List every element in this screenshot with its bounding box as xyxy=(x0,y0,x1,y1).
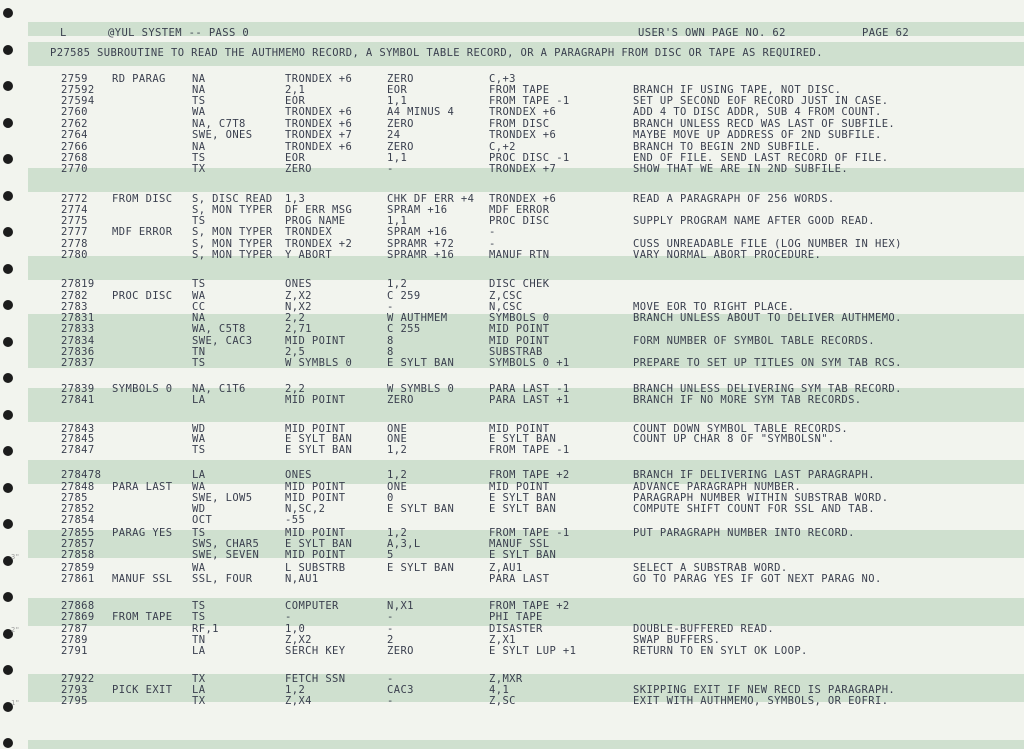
row-operand-3: E SYLT BAN xyxy=(489,503,557,515)
row-address: SERCH KEY xyxy=(285,645,346,657)
row-operand-2: SPRAMR +72 xyxy=(387,238,455,250)
row-operand-3: MID POINT xyxy=(489,323,550,335)
row-comment: SHOW THAT WE ARE IN 2ND SUBFILE. xyxy=(633,163,849,175)
row-operand-3: PROC DISC -1 xyxy=(489,152,570,164)
row-operand-3: SYMBOLS 0 +1 xyxy=(489,357,570,369)
row-operand-3: N,CSC xyxy=(489,301,523,313)
feed-hole xyxy=(3,410,13,420)
row-operand-2: 1,1 xyxy=(387,95,408,107)
row-operand-3: - xyxy=(489,238,496,250)
row-operand-2: C 255 xyxy=(387,323,421,335)
feed-hole xyxy=(3,483,13,493)
greenbar-band xyxy=(28,740,1024,749)
row-comment: PARAGRAPH NUMBER WITHIN SUBSTRAB WORD. xyxy=(633,492,889,504)
row-operand-3: MDF ERROR xyxy=(489,204,550,216)
row-location: 2770 xyxy=(61,163,88,175)
row-operand-3: FROM TAPE xyxy=(489,84,550,96)
feed-hole xyxy=(3,446,13,456)
row-operand-2: W AUTHMEM xyxy=(387,312,448,324)
row-opcode: TX xyxy=(192,673,206,685)
row-opcode: OCT xyxy=(192,514,213,526)
row-comment: FORM NUMBER OF SYMBOL TABLE RECORDS. xyxy=(633,335,875,347)
row-operand-2: 1,2 xyxy=(387,444,408,456)
row-location: 27833 xyxy=(61,323,95,335)
row-opcode: TN xyxy=(192,346,206,358)
row-address: - xyxy=(285,611,292,623)
row-location: 27858 xyxy=(61,549,95,561)
feed-hole xyxy=(3,45,13,55)
row-address: TRONDEX +6 xyxy=(285,141,353,153)
row-address: Z,X2 xyxy=(285,634,312,646)
row-location: 27837 xyxy=(61,357,95,369)
row-opcode: NA, C7T8 xyxy=(192,118,246,130)
feed-hole xyxy=(3,592,13,602)
row-address: PROG NAME xyxy=(285,215,346,227)
row-address: E SYLT BAN xyxy=(285,433,353,445)
row-opcode: SWE, LOW5 xyxy=(192,492,253,504)
row-location: 27836 xyxy=(61,346,95,358)
row-location: 2766 xyxy=(61,141,88,153)
row-comment: BRANCH UNLESS DELIVERING SYM TAB RECORD. xyxy=(633,383,902,395)
row-operand-2: 1,1 xyxy=(387,215,408,227)
row-operand-3: Z,X1 xyxy=(489,634,516,646)
feed-hole xyxy=(3,519,13,529)
row-opcode: CC xyxy=(192,301,206,313)
row-location: 2795 xyxy=(61,695,88,707)
row-opcode: WA xyxy=(192,562,206,574)
row-location: 27831 xyxy=(61,312,95,324)
row-opcode: RF,1 xyxy=(192,623,219,635)
row-operand-2: 1,2 xyxy=(387,527,408,539)
row-opcode: TS xyxy=(192,611,206,623)
row-address: MID POINT xyxy=(285,423,346,435)
feed-hole xyxy=(3,154,13,164)
row-location: 2764 xyxy=(61,129,88,141)
row-operand-3: C,+2 xyxy=(489,141,516,153)
row-address: Z,X2 xyxy=(285,290,312,302)
row-location: 27869 xyxy=(61,611,95,623)
row-address: 2,1 xyxy=(285,84,306,96)
row-opcode: TS xyxy=(192,444,206,456)
row-location: 27843 xyxy=(61,423,95,435)
row-operand-2: ONE xyxy=(387,481,408,493)
tractor-feed-holes xyxy=(0,0,20,749)
feed-hole xyxy=(3,373,13,383)
feed-hole xyxy=(3,665,13,675)
header-page: PAGE 62 xyxy=(862,27,910,39)
row-comment: BRANCH UNLESS RECD WAS LAST OF SUBFILE. xyxy=(633,118,896,130)
row-operand-3: Z,MXR xyxy=(489,673,523,685)
row-operand-2: E SYLT BAN xyxy=(387,503,455,515)
row-operand-2: - xyxy=(387,163,394,175)
feed-hole xyxy=(3,118,13,128)
row-operand-3: MID POINT xyxy=(489,335,550,347)
row-location: 27868 xyxy=(61,600,95,612)
row-address: ZERO xyxy=(285,163,312,175)
row-address: MID POINT xyxy=(285,335,346,347)
row-location: 2782 xyxy=(61,290,88,302)
row-address: W SYMBLS 0 xyxy=(285,357,353,369)
row-opcode: NA xyxy=(192,73,206,85)
row-operand-2: SPRAM +16 xyxy=(387,226,448,238)
row-location: 27854 xyxy=(61,514,95,526)
row-location: 2780 xyxy=(61,249,88,261)
row-location: 27861 xyxy=(61,573,95,585)
row-operand-3: 4,1 xyxy=(489,684,510,696)
row-operand-3: PARA LAST +1 xyxy=(489,394,570,406)
row-operand-2: ONE xyxy=(387,433,408,445)
row-address: L SUBSTRB xyxy=(285,562,346,574)
row-opcode: TS xyxy=(192,278,206,290)
row-address: MID POINT xyxy=(285,527,346,539)
row-opcode: LA xyxy=(192,684,206,696)
row-opcode: SSL, FOUR xyxy=(192,573,253,585)
row-operand-3: PHI TAPE xyxy=(489,611,543,623)
row-location: 27834 xyxy=(61,335,95,347)
row-address: TRONDEX +7 xyxy=(285,129,353,141)
row-location: 27841 xyxy=(61,394,95,406)
row-operand-2: 1,2 xyxy=(387,278,408,290)
row-label: RD PARAG xyxy=(112,73,166,85)
row-operand-3: C,+3 xyxy=(489,73,516,85)
margin-mark-3: 3" xyxy=(11,553,20,561)
row-address: MID POINT xyxy=(285,481,346,493)
row-operand-2: CHK DF ERR +4 xyxy=(387,193,475,205)
row-opcode: NA, C1T6 xyxy=(192,383,246,395)
row-opcode: S, MON TYPER xyxy=(192,249,273,261)
row-address: 1,0 xyxy=(285,623,306,635)
row-opcode: TS xyxy=(192,357,206,369)
row-comment: PREPARE TO SET UP TITLES ON SYM TAB RCS. xyxy=(633,357,902,369)
row-comment: ADD 4 TO DISC ADDR, SUB 4 FROM COUNT. xyxy=(633,106,882,118)
row-opcode: SWE, SEVEN xyxy=(192,549,260,561)
row-address: N,AU1 xyxy=(285,573,319,585)
row-location: 27857 xyxy=(61,538,95,550)
row-operand-3: MANUF RTN xyxy=(489,249,550,261)
row-operand-3: E SYLT BAN xyxy=(489,433,557,445)
row-location: 27845 xyxy=(61,433,95,445)
row-operand-2: - xyxy=(387,673,394,685)
row-operand-3: E SYLT LUP +1 xyxy=(489,645,577,657)
row-operand-3: MID POINT xyxy=(489,481,550,493)
row-address: N,X2 xyxy=(285,301,312,313)
row-operand-3: E SYLT BAN xyxy=(489,549,557,561)
row-comment: MOVE EOR TO RIGHT PLACE. xyxy=(633,301,795,313)
row-operand-3: MID POINT xyxy=(489,423,550,435)
row-location: 27592 xyxy=(61,84,95,96)
feed-hole xyxy=(3,227,13,237)
row-operand-3: TRONDEX +6 xyxy=(489,129,557,141)
row-address: EOR xyxy=(285,152,306,164)
row-operand-3: FROM TAPE -1 xyxy=(489,95,570,107)
row-label: PROC DISC xyxy=(112,290,173,302)
row-opcode: NA xyxy=(192,141,206,153)
header-l: L xyxy=(60,27,67,39)
row-address: 2,2 xyxy=(285,312,306,324)
row-location: 278478 xyxy=(61,469,102,481)
row-comment: SELECT A SUBSTRAB WORD. xyxy=(633,562,788,574)
row-operand-3: FROM TAPE +2 xyxy=(489,469,570,481)
row-address: 1,3 xyxy=(285,193,306,205)
row-opcode: SWE, CAC3 xyxy=(192,335,253,347)
row-opcode: SWS, CHAR5 xyxy=(192,538,260,550)
row-opcode: WA, C5T8 xyxy=(192,323,246,335)
row-operand-2: A4 MINUS 4 xyxy=(387,106,455,118)
row-operand-2: E SYLT BAN xyxy=(387,562,455,574)
row-comment: READ A PARAGRAPH OF 256 WORDS. xyxy=(633,193,835,205)
row-operand-2: ZERO xyxy=(387,645,414,657)
row-address: E SYLT BAN xyxy=(285,538,353,550)
row-opcode: TS xyxy=(192,215,206,227)
row-operand-2: SPRAMR +16 xyxy=(387,249,455,261)
header-users-page: USER'S OWN PAGE NO. 62 xyxy=(638,27,786,39)
feed-hole xyxy=(3,81,13,91)
row-location: 2778 xyxy=(61,238,88,250)
row-operand-3: Z,SC xyxy=(489,695,516,707)
row-location: 2772 xyxy=(61,193,88,205)
row-operand-2: W SYMBLS 0 xyxy=(387,383,455,395)
feed-hole xyxy=(3,191,13,201)
row-address: 2,2 xyxy=(285,383,306,395)
row-opcode: TS xyxy=(192,600,206,612)
row-comment: BRANCH IF DELIVERING LAST PARAGRAPH. xyxy=(633,469,875,481)
row-operand-3: Z,CSC xyxy=(489,290,523,302)
row-address: 2,5 xyxy=(285,346,306,358)
row-address: MID POINT xyxy=(285,492,346,504)
row-operand-2: 1,1 xyxy=(387,152,408,164)
row-location: 2777 xyxy=(61,226,88,238)
row-comment: SUPPLY PROGRAM NAME AFTER GOOD READ. xyxy=(633,215,875,227)
row-location: 2774 xyxy=(61,204,88,216)
row-comment: SET UP SECOND EOF RECORD JUST IN CASE. xyxy=(633,95,889,107)
row-operand-2: SPRAM +16 xyxy=(387,204,448,216)
row-address: 2,71 xyxy=(285,323,312,335)
listing-title: P27585 SUBROUTINE TO READ THE AUTHMEMO RECORD, A SYMBOL TABLE RECORD, OR A PARAGRAPH FROM DISC OR TAPE AS REQUIRED. xyxy=(50,47,823,59)
feed-hole xyxy=(3,8,13,18)
row-address: EOR xyxy=(285,95,306,107)
row-address: Y ABORT xyxy=(285,249,333,261)
row-opcode: TS xyxy=(192,152,206,164)
row-address: MID POINT xyxy=(285,394,346,406)
row-comment: BRANCH IF USING TAPE, NOT DISC. xyxy=(633,84,842,96)
row-operand-3: PROC DISC xyxy=(489,215,550,227)
feed-hole xyxy=(3,300,13,310)
row-operand-2: - xyxy=(387,611,394,623)
row-address: DF ERR MSG xyxy=(285,204,353,216)
row-comment: COMPUTE SHIFT COUNT FOR SSL AND TAB. xyxy=(633,503,875,515)
row-label: PICK EXIT xyxy=(112,684,173,696)
row-comment: PUT PARAGRAPH NUMBER INTO RECORD. xyxy=(633,527,855,539)
row-location: 27848 xyxy=(61,481,95,493)
row-operand-3: E SYLT BAN xyxy=(489,492,557,504)
row-operand-3: FROM TAPE -1 xyxy=(489,444,570,456)
row-comment: COUNT DOWN SYMBOL TABLE RECORDS. xyxy=(633,423,849,435)
row-location: 27839 xyxy=(61,383,95,395)
row-opcode: TS xyxy=(192,527,206,539)
row-opcode: S, MON TYPER xyxy=(192,204,273,216)
row-address: N,SC,2 xyxy=(285,503,326,515)
row-label: FROM TAPE xyxy=(112,611,173,623)
row-location: 27852 xyxy=(61,503,95,515)
row-label: MDF ERROR xyxy=(112,226,173,238)
row-location: 2768 xyxy=(61,152,88,164)
row-operand-3: DISC CHEK xyxy=(489,278,550,290)
feed-hole xyxy=(3,738,13,748)
row-operand-3: FROM DISC xyxy=(489,118,550,130)
row-comment: BRANCH TO BEGIN 2ND SUBFILE. xyxy=(633,141,822,153)
row-address: ONES xyxy=(285,469,312,481)
row-comment: CUSS UNREADABLE FILE (LOG NUMBER IN HEX) xyxy=(633,238,902,250)
row-comment: VARY NORMAL ABORT PROCEDURE. xyxy=(633,249,822,261)
row-operand-2: - xyxy=(387,623,394,635)
row-operand-2: ZERO xyxy=(387,394,414,406)
row-location: 27847 xyxy=(61,444,95,456)
row-comment: DOUBLE-BUFFERED READ. xyxy=(633,623,775,635)
row-address: TRONDEX +6 xyxy=(285,73,353,85)
feed-hole xyxy=(3,337,13,347)
row-opcode: TX xyxy=(192,695,206,707)
row-location: 2762 xyxy=(61,118,88,130)
row-opcode: NA xyxy=(192,312,206,324)
row-label: PARA LAST xyxy=(112,481,173,493)
row-address: E SYLT BAN xyxy=(285,444,353,456)
row-comment: END OF FILE. SEND LAST RECORD OF FILE. xyxy=(633,152,889,164)
row-opcode: S, MON TYPER xyxy=(192,238,273,250)
row-operand-2: A,3,L xyxy=(387,538,421,550)
row-operand-3: DISASTER xyxy=(489,623,543,635)
row-address: 1,2 xyxy=(285,684,306,696)
row-operand-2: C 259 xyxy=(387,290,421,302)
row-address: MID POINT xyxy=(285,549,346,561)
row-comment: SWAP BUFFERS. xyxy=(633,634,721,646)
row-address: TRONDEX xyxy=(285,226,333,238)
row-location: 2775 xyxy=(61,215,88,227)
row-comment: BRANCH IF NO MORE SYM TAB RECORDS. xyxy=(633,394,862,406)
margin-mark-2: 2" xyxy=(11,626,20,634)
row-comment: EXIT WITH AUTHMEMO, SYMBOLS, OR EOFRI. xyxy=(633,695,889,707)
row-opcode: LA xyxy=(192,394,206,406)
row-operand-3: TRONDEX +6 xyxy=(489,193,557,205)
row-operand-3: PARA LAST -1 xyxy=(489,383,570,395)
row-opcode: SWE, ONES xyxy=(192,129,253,141)
row-operand-3: MANUF SSL xyxy=(489,538,550,550)
row-operand-2: 24 xyxy=(387,129,401,141)
row-operand-2: N,X1 xyxy=(387,600,414,612)
row-location: 2759 xyxy=(61,73,88,85)
row-opcode: WD xyxy=(192,423,206,435)
row-operand-2: 8 xyxy=(387,346,394,358)
row-address: COMPUTER xyxy=(285,600,339,612)
row-location: 2791 xyxy=(61,645,88,657)
row-comment: ADVANCE PARAGRAPH NUMBER. xyxy=(633,481,802,493)
row-operand-3: - xyxy=(489,226,496,238)
row-opcode: S, DISC READ xyxy=(192,193,273,205)
row-location: 2789 xyxy=(61,634,88,646)
row-location: 27594 xyxy=(61,95,95,107)
row-operand-2: EOR xyxy=(387,84,408,96)
row-operand-3: FROM TAPE +2 xyxy=(489,600,570,612)
row-operand-2: - xyxy=(387,695,394,707)
row-operand-2: - xyxy=(387,301,394,313)
row-comment: COUNT UP CHAR 8 OF "SYMBOLSN". xyxy=(633,433,835,445)
margin-mark-1: 1" xyxy=(11,699,20,707)
row-operand-2: CAC3 xyxy=(387,684,414,696)
row-address: Z,X4 xyxy=(285,695,312,707)
row-comment: GO TO PARAG YES IF GOT NEXT PARAG NO. xyxy=(633,573,882,585)
row-operand-3: PARA LAST xyxy=(489,573,550,585)
row-label: SYMBOLS 0 xyxy=(112,383,173,395)
row-opcode: WA xyxy=(192,290,206,302)
row-operand-2: 5 xyxy=(387,549,394,561)
row-location: 27855 xyxy=(61,527,95,539)
row-operand-2: ZERO xyxy=(387,141,414,153)
row-opcode: TX xyxy=(192,163,206,175)
row-location: 27819 xyxy=(61,278,95,290)
row-operand-3: SYMBOLS 0 xyxy=(489,312,550,324)
row-address: TRONDEX +2 xyxy=(285,238,353,250)
row-opcode: TN xyxy=(192,634,206,646)
row-comment: SKIPPING EXIT IF NEW RECD IS PARAGRAPH. xyxy=(633,684,896,696)
row-opcode: WD xyxy=(192,503,206,515)
row-operand-3: Z,AU1 xyxy=(489,562,523,574)
row-location: 2760 xyxy=(61,106,88,118)
row-label: MANUF SSL xyxy=(112,573,173,585)
row-operand-3: FROM TAPE -1 xyxy=(489,527,570,539)
row-operand-2: E SYLT BAN xyxy=(387,357,455,369)
row-comment: BRANCH UNLESS ABOUT TO DELIVER AUTHMEMO. xyxy=(633,312,902,324)
row-opcode: WA xyxy=(192,433,206,445)
row-location: 2783 xyxy=(61,301,88,313)
row-address: FETCH SSN xyxy=(285,673,346,685)
row-operand-2: ZERO xyxy=(387,73,414,85)
header-system: @YUL SYSTEM -- PASS 0 xyxy=(108,27,250,39)
row-comment: MAYBE MOVE UP ADDRESS OF 2ND SUBFILE. xyxy=(633,129,882,141)
row-opcode: LA xyxy=(192,469,206,481)
row-operand-2: 1,2 xyxy=(387,469,408,481)
row-address: TRONDEX +6 xyxy=(285,118,353,130)
row-operand-2: ONE xyxy=(387,423,408,435)
row-comment: RETURN TO EN SYLT OK LOOP. xyxy=(633,645,808,657)
row-opcode: NA xyxy=(192,84,206,96)
row-opcode: TS xyxy=(192,95,206,107)
row-operand-3: TRONDEX +7 xyxy=(489,163,557,175)
row-operand-2: ZERO xyxy=(387,118,414,130)
feed-hole xyxy=(3,264,13,274)
row-opcode: WA xyxy=(192,481,206,493)
row-opcode: LA xyxy=(192,645,206,657)
row-location: 2793 xyxy=(61,684,88,696)
row-location: 2785 xyxy=(61,492,88,504)
row-operand-2: 0 xyxy=(387,492,394,504)
row-operand-3: TRONDEX +6 xyxy=(489,106,557,118)
row-location: 27922 xyxy=(61,673,95,685)
row-opcode: S, MON TYPER xyxy=(192,226,273,238)
row-opcode: WA xyxy=(192,106,206,118)
row-address: -55 xyxy=(285,514,306,526)
row-operand-3: SUBSTRAB xyxy=(489,346,543,358)
row-operand-2: 8 xyxy=(387,335,394,347)
row-location: 27859 xyxy=(61,562,95,574)
row-operand-2: 2 xyxy=(387,634,394,646)
row-address: ONES xyxy=(285,278,312,290)
row-label: PARAG YES xyxy=(112,527,173,539)
row-address: TRONDEX +6 xyxy=(285,106,353,118)
row-label: FROM DISC xyxy=(112,193,173,205)
row-location: 2787 xyxy=(61,623,88,635)
